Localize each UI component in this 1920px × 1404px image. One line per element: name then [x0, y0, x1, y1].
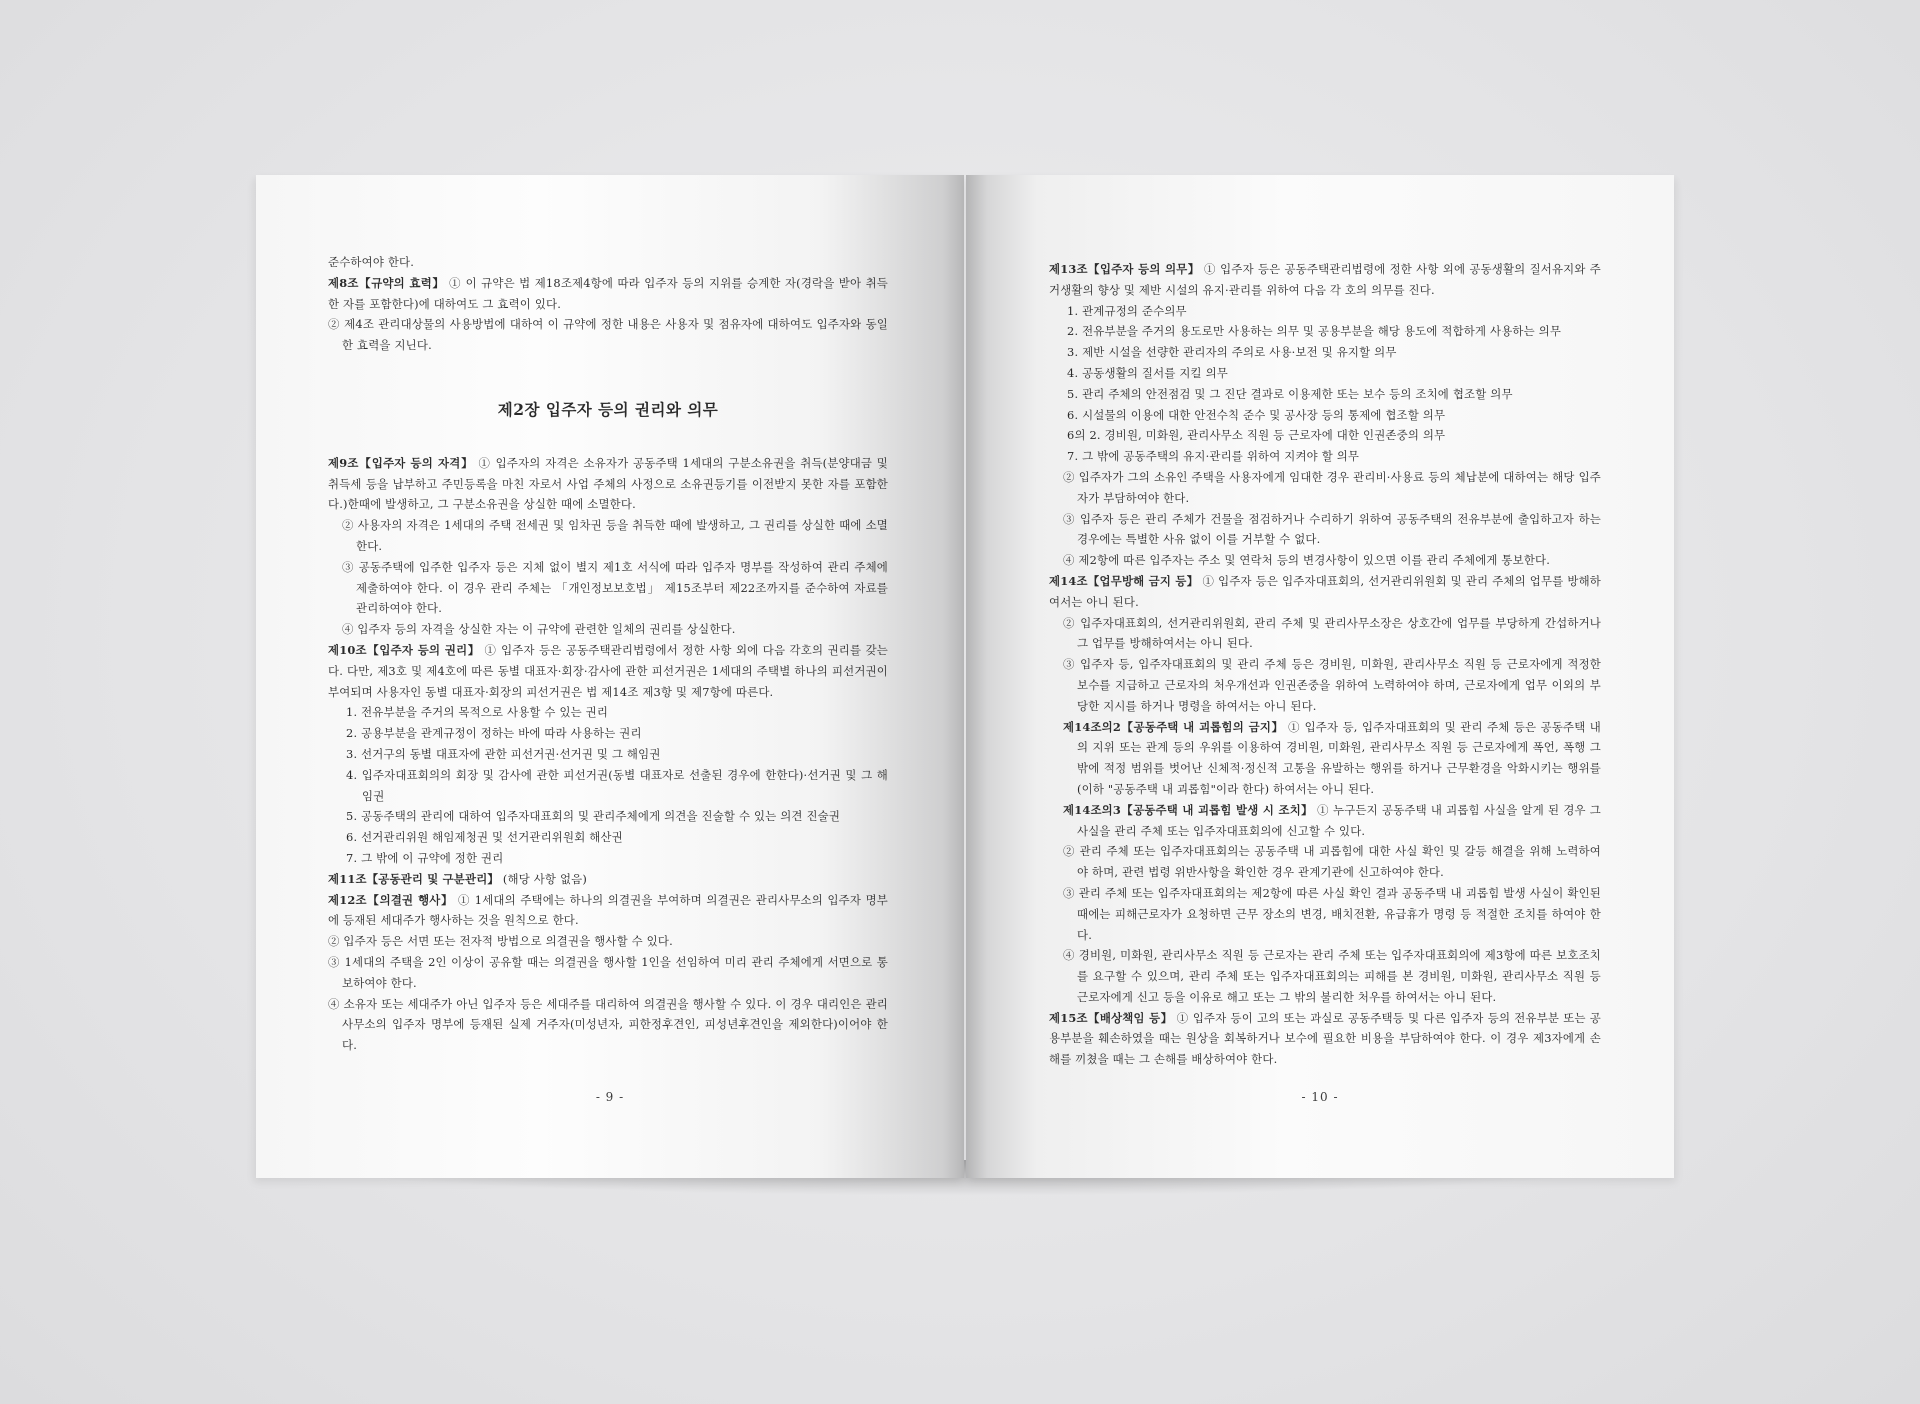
paragraph	[328, 890, 888, 932]
article-heading: 제13조【입주자 등의 의무】	[1049, 262, 1200, 276]
paragraph	[1049, 509, 1601, 551]
article-heading: 제8조【규약의 효력】	[328, 275, 445, 290]
paragraph-text: ① 누구든지 공동주택 내 괴롭힘 사실을 알게 된 경우 그 사실을 관리 주체 또는 입주자대표회의에 신고할 수 있다.	[1077, 802, 1602, 838]
paragraph	[328, 994, 888, 1056]
paragraph-text: (해당 사항 없음)	[502, 871, 587, 886]
paragraph-text: 1. 전유부분을 주거의 목적으로 사용할 수 있는 권리	[346, 705, 609, 720]
paragraph	[1049, 613, 1601, 655]
paragraph	[1049, 363, 1601, 384]
paragraph	[1049, 717, 1601, 800]
paragraph	[328, 848, 888, 869]
paragraph-text: ③ 1세대의 주택을 2인 이상이 공유할 때는 의결권을 행사할 1인을 선임하여 미리 관리 주체에게 서면으로 통보하여야 한다.	[328, 954, 888, 990]
paragraph	[328, 252, 888, 273]
paragraph-text: 1. 관계규정의 준수의무	[1067, 303, 1187, 318]
paragraph	[328, 273, 888, 315]
left-top-section	[328, 252, 888, 356]
article-heading: 제14조의3【공동주택 내 괴롭힘 발생 시 조치】	[1063, 802, 1314, 817]
paragraph-text: 7. 그 밖에 공동주택의 유지·관리를 위하여 지켜야 할 의무	[1067, 449, 1360, 464]
paragraph	[328, 952, 888, 994]
paragraph	[1049, 883, 1601, 945]
paragraph-text: 준수하여야 한다.	[328, 255, 415, 269]
paragraph-text: 5. 관리 주체의 안전점검 및 그 진단 결과로 이용제한 또는 보수 등의 조치에 협조할 의무	[1067, 386, 1513, 401]
paragraph	[1049, 384, 1601, 405]
paragraph-text: 3. 제반 시설을 선량한 관리자의 주의로 사용·보전 및 유지할 의무	[1067, 345, 1397, 360]
paragraph-text: ③ 관리 주체 또는 입주자대표회의는 제2항에 따른 사실 확인 결과 공동주택 내 괴롭힘 발생 사실이 확인된 때에는 피해근로자가 요청하면 근무 장소의 변경, 배치전환, 유급휴가 명령 등 적절한 조치를 하여야 한다.	[1063, 885, 1601, 942]
page-number-left: - 9 -	[595, 1090, 625, 1104]
paragraph	[328, 723, 888, 744]
paragraph	[328, 806, 888, 827]
paragraph-text: ④ 제2항에 따른 입주자는 주소 및 연락처 등의 변경사항이 있으면 이를 관리 주체에게 통보한다.	[1063, 553, 1551, 568]
paragraph-text: ① 입주자 등은 공동주택관리법령에서 정한 사항 외에 다음 각호의 권리를 갖는다. 다만, 제3호 및 제4호에 따른 동별 대표자·회장·감사에 관한 피선거권은 1세대의 주택별 하나의 피선거권이 부여되며 사용자인 동별 대표자·회장의 피선거권은 법 제14조 제3항 및 제7항에 따른다.	[328, 642, 888, 699]
paragraph-text: ② 입주자대표회의, 선거관리위원회, 관리 주체 및 관리사무소장은 상호간에 업무를 부당하게 간섭하거나 그 업무를 방해하여서는 아니 된다.	[1063, 615, 1601, 651]
paragraph-text: 2. 전유부분을 주거의 용도로만 사용하는 의무 및 공용부분을 해당 용도에 적합하게 사용하는 의무	[1067, 324, 1562, 339]
paragraph	[328, 765, 888, 807]
paragraph-text: 6. 선거관리위원 해임제청권 및 선거관리위원회 해산권	[346, 830, 623, 845]
paragraph-text: 4. 입주자대표회의의 회장 및 감사에 관한 피선거권(동별 대표자로 선출된 경우에 한한다)·선거권 및 그 해임권	[346, 767, 888, 803]
article-heading: 제9조【입주자 등의 자격】	[328, 455, 474, 470]
paragraph-text: ① 이 규약은 법 제18조제4항에 따라 입주자 등의 지위를 승계한 자(경락을 받아 취득한 자를 포함한다)에 대하여도 그 효력이 있다.	[328, 275, 888, 311]
article-heading: 제14조의2【공동주택 내 괴롭힘의 금지】	[1063, 719, 1284, 734]
paragraph-text: 6의 2. 경비원, 미화원, 관리사무소 직원 등 근로자에 대한 인권존중의 의무	[1067, 428, 1446, 443]
paragraph-text: ① 입주자 등이 고의 또는 과실로 공동주택등 및 다른 입주자 등의 전유부분 또는 공용부분을 훼손하였을 때는 원상을 회복하거나 보수에 필요한 비용을 부담하여야 한다. 이 경우 제3자에게 손해를 끼쳤을 때는 그 손해를 배상하여야 한다.	[1049, 1010, 1601, 1067]
paragraph	[1049, 654, 1601, 716]
left-page-content	[328, 252, 888, 1056]
paragraph	[1049, 800, 1601, 842]
paragraph	[1049, 259, 1601, 301]
paragraph-text: 7. 그 밖에 이 규약에 정한 권리	[346, 850, 504, 865]
paragraph-text: 4. 공동생활의 질서를 지킬 의무	[1067, 365, 1228, 380]
paragraph	[1049, 571, 1601, 613]
paragraph	[1049, 405, 1601, 426]
right-body-section	[1049, 259, 1601, 1070]
article-heading: 제15조【배상책임 등】	[1049, 1010, 1173, 1025]
paragraph	[1049, 1008, 1601, 1070]
paragraph	[1049, 342, 1601, 363]
paragraph	[328, 557, 888, 619]
paragraph	[328, 314, 888, 356]
paragraph	[328, 619, 888, 640]
paragraph-text: ① 입주자의 자격은 소유자가 공동주택 1세대의 구분소유권을 취득(분양대금 및 취득세 등을 납부하고 주민등록을 마친 자로서 사업 주체의 사정으로 소유권등기를 이전받지 못한 자를 포함한다.)한때에 발생하고, 그 구분소유권을 상실한 때에 소멸한다.	[328, 455, 889, 512]
paragraph-text: ② 입주자 등은 서면 또는 전자적 방법으로 의결권을 행사할 수 있다.	[328, 934, 673, 949]
paragraph-text: ① 입주자 등은 공동주택관리법령에 정한 사항 외에 공동생활의 질서유지와 주거생활의 향상 및 제반 시설의 유지·관리를 위하여 다음 각 호의 의무를 진다.	[1049, 262, 1601, 297]
paragraph-text: ② 제4조 관리대상물의 사용방법에 대하여 이 규약에 정한 내용은 사용자 및 점유자에 대하여도 입주자와 동일한 효력을 지닌다.	[328, 317, 888, 353]
paragraph	[1049, 945, 1601, 1007]
article-heading: 제14조【업무방해 금지 등】	[1049, 573, 1199, 588]
paragraph-text: ④ 경비원, 미화원, 관리사무소 직원 등 근로자는 관리 주체 또는 입주자대표회의에 제3항에 따른 보호조치를 요구할 수 있으며, 관리 주체 또는 입주자대표회의는 피해를 본 경비원, 미화원, 관리사무소 직원 등 근로자에게 신고 등을 이유로 해고 또는 그 밖의 불리한 처우를 하여서는 아니 된다.	[1063, 948, 1601, 1004]
paragraph-text: ② 사용자의 자격은 1세대의 주택 전세권 및 임차권 등을 취득한 때에 발생하고, 그 권리를 상실한 때에 소멸한다.	[342, 518, 888, 553]
paragraph-text: ③ 입주자 등, 입주자대표회의 및 관리 주체 등은 경비원, 미화원, 관리사무소 직원 등 근로자에게 적정한 보수를 지급하고 근로자의 처우개선과 인권존중을 위하여 노력하여야 하며, 근로자에게 업무 이외의 부당한 지시를 하거나 명령을 하여서는 아니 된다.	[1063, 657, 1601, 713]
paragraph-text: ① 입주자 등은 입주자대표회의, 선거관리위원회 및 관리 주체의 업무를 방해하여서는 아니 된다.	[1049, 573, 1601, 609]
paragraph-text: ④ 소유자 또는 세대주가 아닌 입주자 등은 세대주를 대리하여 의결권을 행사할 수 있다. 이 경우 대리인은 관리사무소의 입주자 명부에 등재된 실제 거주자(미성년자, 피한정후견인, 피성년후견인을 제외한다)이어야 한다.	[328, 996, 888, 1053]
paragraph-text: ① 입주자 등, 입주자대표회의 및 관리 주체 등은 공동주택 내의 지위 또는 관계 등의 우위를 이용하여 경비원, 미화원, 관리사무소 직원 등 근로자에게 폭언, 폭행 그 밖에 적정 범위를 벗어난 신체적·정신적 고통을 유발하는 행위를 하거나 근무환경을 악화시키는 행위를(이하 "공동주택 내 괴롭힘"이라 한다) 하여서는 아니 된다.	[1077, 719, 1602, 796]
paragraph-text: ② 입주자가 그의 소유인 주택을 사용자에게 임대한 경우 관리비·사용료 등의 체납분에 대하여는 해당 입주자가 부담하여야 한다.	[1063, 469, 1601, 505]
right-page	[966, 175, 1674, 1178]
left-page	[256, 175, 964, 1178]
right-page-content	[1049, 259, 1601, 1070]
paragraph	[328, 827, 888, 848]
paragraph-text: 5. 공동주택의 관리에 대하여 입주자대표회의 및 관리주체에게 의견을 진술할 수 있는 의견 진술권	[346, 809, 841, 824]
paragraph-text: 6. 시설물의 이용에 대한 안전수칙 준수 및 공사장 등의 통제에 협조할 의무	[1067, 407, 1446, 422]
paragraph-text: ② 관리 주체 또는 입주자대표회의는 공동주택 내 괴롭힘에 대한 사실 확인 및 갈등 해결을 위해 노력하여야 하며, 관련 법령 위반사항을 확인한 경우 관계기관에 신고하여야 한다.	[1063, 844, 1601, 880]
paragraph	[328, 515, 888, 557]
paragraph	[328, 453, 888, 515]
paragraph-text: ④ 입주자 등의 자격을 상실한 자는 이 규약에 관련한 일체의 권리를 상실한다.	[342, 622, 736, 637]
article-heading: 제10조【입주자 등의 권리】	[328, 642, 481, 657]
paragraph	[1049, 446, 1601, 467]
left-body-section	[328, 453, 888, 1056]
paragraph	[328, 869, 888, 890]
paragraph	[328, 744, 888, 765]
paragraph	[1049, 425, 1601, 446]
article-heading: 제11조【공동관리 및 구분관리】	[328, 871, 500, 886]
paragraph	[328, 931, 888, 952]
paragraph	[1049, 321, 1601, 342]
paragraph-text: ③ 공동주택에 입주한 입주자 등은 지체 없이 별지 제1호 서식에 따라 입주자 명부를 작성하여 관리 주체에 제출하여야 한다. 이 경우 관리 주체는 「개인정보보호법」 제15조부터 제22조까지를 준수하여 자료를 관리하여야 한다.	[342, 559, 888, 616]
article-heading: 제12조【의결권 행사】	[328, 892, 454, 907]
paragraph	[1049, 467, 1601, 509]
paragraph	[328, 702, 888, 723]
paragraph-text: 3. 선거구의 동별 대표자에 관한 피선거권·선거권 및 그 해임권	[346, 746, 661, 761]
paragraph	[1049, 301, 1601, 322]
paragraph	[1049, 841, 1601, 883]
paragraph-text: ③ 입주자 등은 관리 주체가 건물을 점검하거나 수리하기 위하여 공동주택의 전유부분에 출입하고자 하는 경우에는 특별한 사유 없이 이를 거부할 수 없다.	[1063, 511, 1601, 547]
chapter-title: 제2장 입주자 등의 권리와 의무	[497, 399, 719, 419]
paragraph	[1049, 550, 1601, 571]
paragraph-text: ① 1세대의 주택에는 하나의 의결권을 부여하며 의결권은 관리사무소의 입주자 명부에 등재된 세대주가 행사하는 것을 원칙으로 한다.	[328, 892, 888, 928]
paragraph	[328, 640, 888, 702]
paragraph-text: 2. 공용부분을 관계규정이 정하는 바에 따라 사용하는 권리	[346, 726, 642, 741]
page-number-right: - 10 -	[1301, 1090, 1339, 1104]
